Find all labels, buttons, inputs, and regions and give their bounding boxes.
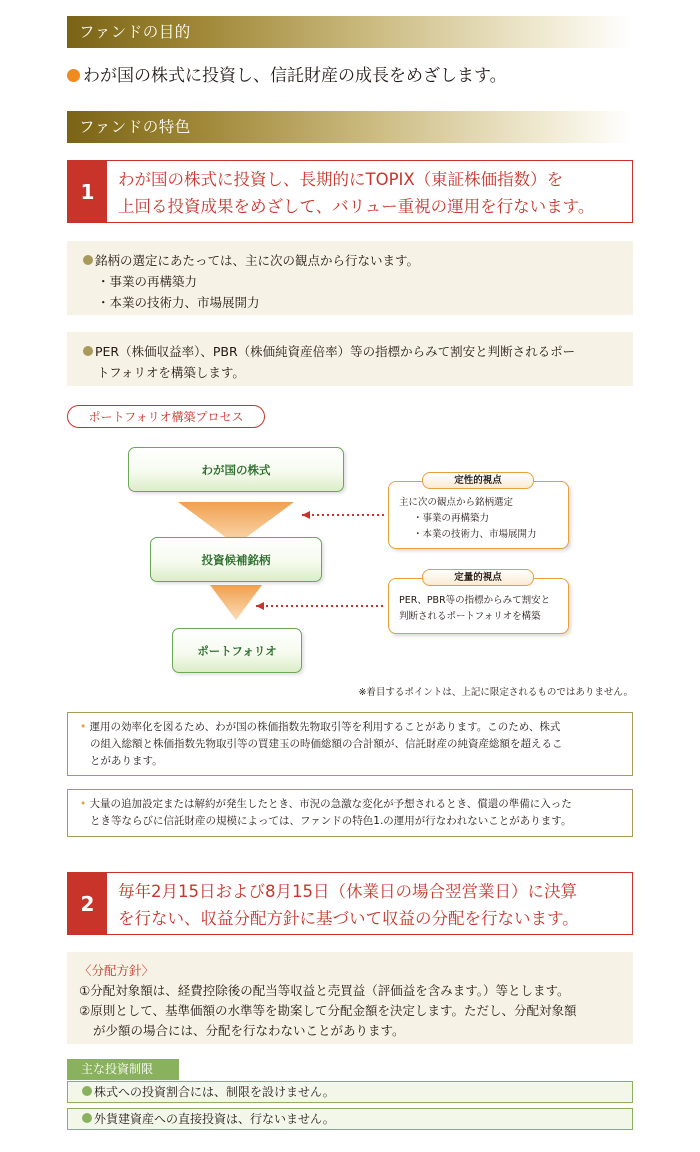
qualitative-viewpoint-box: 主に次の観点から銘柄選定 ・事業の再構築力 ・本業の技術力、市場展開力 <box>388 481 569 549</box>
restriction-item: 株式への投資割合には、制限を設けません。 <box>67 1081 633 1103</box>
operation-exception-note: • 大量の追加設定または解約が発生したとき、市況の急激な変化が予想されるとき、償還の準備に入った とき等ならびに信託財産の規模によっては、ファンドの特色1.の運用が行なわれないことがあります。 <box>67 789 633 837</box>
box-portfolio: ポートフォリオ <box>172 628 302 673</box>
quantitative-arrow-head <box>256 602 264 610</box>
feature-1-number: 1 <box>68 161 107 222</box>
quantitative-viewpoint-box: PER、PBR等の指標からみて割安と 判断されるポートフォリオを構築 <box>388 578 569 634</box>
purpose-section-header: ファンドの目的 <box>67 16 633 48</box>
restriction-item: 外貨建資産への直接投資は、行ないません。 <box>67 1108 633 1130</box>
distribution-policy-block: 〈分配方針〉 ①分配対象額は、経費控除後の配当等収益と売買益（評価益を含みます。）等とします。 ②原則として、基準価額の水準等を勘案して分配金額を決定します。ただし、分配対象額 が少額の場合には、分配を行なわないことがあります。 <box>67 952 633 1044</box>
qualitative-arrow-head <box>302 511 310 519</box>
features-section-header: ファンドの特色 <box>67 111 633 143</box>
stock-selection-block: 銘柄の選定にあたっては、主に次の観点から行ないます。 ・事業の再構築力 ・本業の技術力、市場展開力 <box>67 241 633 315</box>
feature-1-heading: わが国の株式に投資し、長期的にTOPIX（東証株価指数）を 上回る投資成果をめざして、バリュー重視の運用を行ないます。 <box>118 170 595 216</box>
bullet-dot-icon <box>82 1113 92 1123</box>
futures-usage-note: • 運用の効率化を図るため、わが国の株価指数先物取引等を利用することがあります。このため、株式 の組入総額と株価指数先物取引等の買建玉の時価総額の合計額が、信託財産の純資産総額を超えるこ とがあります。 <box>67 712 633 776</box>
distribution-policy-title: 〈分配方針〉 <box>79 963 155 978</box>
funnel-lower <box>210 585 262 620</box>
feature-2-box <box>67 872 633 935</box>
feature-2-number: 2 <box>68 873 107 934</box>
qualitative-viewpoint-label: 定性的視点 <box>422 472 534 489</box>
box-candidate-stocks: 投資候補銘柄 <box>150 537 322 582</box>
investment-restrictions-title: 主な投資制限 <box>67 1059 179 1080</box>
purpose-text: わが国の株式に投資し、信託財産の成長をめざします。 <box>67 63 633 89</box>
valuation-block: PER（株価収益率）、PBR（株価純資産倍率）等の指標からみて割安と判断されるポー トフォリオを構築します。 <box>67 332 633 386</box>
bullet-dot-icon <box>82 1086 92 1096</box>
process-title: ポートフォリオ構築プロセス <box>67 405 265 428</box>
feature-2-heading: 毎年2月15日および8月15日（休業日の場合翌営業日）に決算 を行ない、収益分配方針に基づいて収益の分配を行ないます。 <box>118 882 579 928</box>
quantitative-viewpoint-label: 定量的視点 <box>422 569 534 586</box>
process-footnote: ※着目するポイントは、上記に限定されるものではありません。 <box>358 687 633 698</box>
box-japanese-stocks: わが国の株式 <box>128 447 344 492</box>
